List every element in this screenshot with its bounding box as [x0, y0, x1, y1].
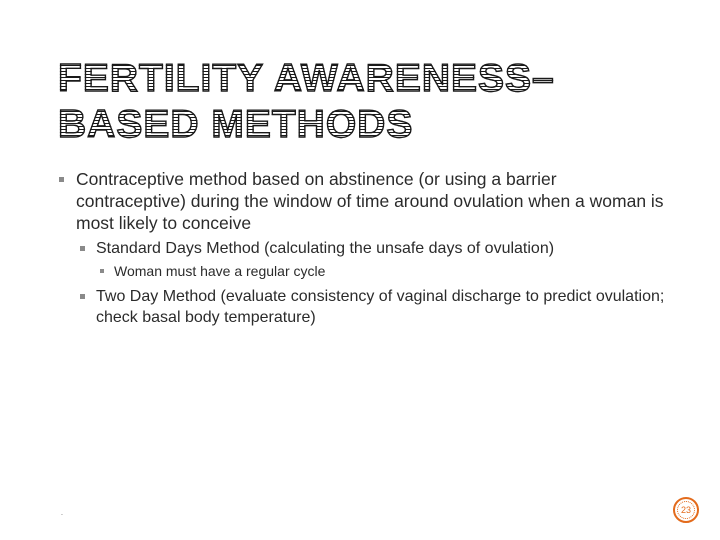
bullet-text-two-day: Two Day Method (evaluate consistency of vaginal discharge to predict ovulation; check basal body temperature) — [96, 288, 665, 326]
title-line-1: FERTILITY AWARENESS– — [58, 56, 618, 102]
footer-mark: . — [61, 510, 63, 517]
bullet-item-two-day — [78, 286, 668, 328]
square-bullet-icon — [59, 177, 64, 182]
square-bullet-icon — [100, 269, 104, 273]
bullet-text-standard-days: Standard Days Method (calculating the unsafe days of ovulation) — [96, 240, 555, 257]
title-line-2: BASED METHODS — [58, 102, 618, 148]
square-bullet-icon — [80, 246, 85, 251]
page-number-badge — [673, 497, 699, 523]
slide-title — [58, 56, 618, 148]
bullet-item-regular-cycle — [98, 262, 668, 280]
bullet-list — [58, 168, 668, 328]
bullet-item-main — [58, 168, 668, 234]
square-bullet-icon — [80, 294, 85, 299]
bullet-text-main: Contraceptive method based on abstinence (or using a barrier contraceptive) during the window of time around ovulation when a woman is most likely to conceive — [76, 169, 664, 233]
bullet-item-standard-days — [78, 238, 668, 259]
page-number: 23 — [677, 501, 695, 519]
bullet-text-regular-cycle: Woman must have a regular cycle — [114, 263, 326, 279]
